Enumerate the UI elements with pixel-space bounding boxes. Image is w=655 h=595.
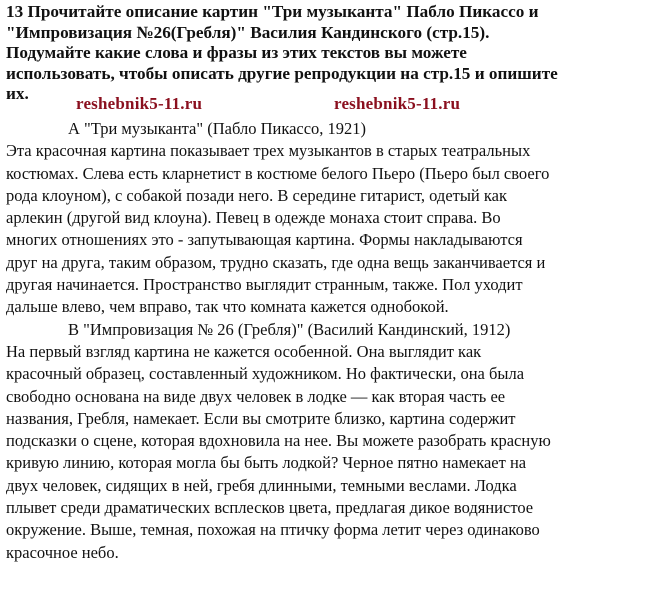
task-line: использовать, чтобы описать другие репродукции на стр.15 и опишите [6,63,558,83]
section-body-three-musicians [4,140,651,318]
section-heading-improvisation: В "Импровизация № 26 (Гребля)" (Василий Кандинский, 1912) [68,319,511,339]
text-line: подсказки о сцене, которая вдохновила на нее. Вы можете разобрать красную [6,431,551,451]
task-instructions [4,2,651,105]
task-line: "Импровизация №26(Гребля)" Василия Кандинского (стр.15). [6,22,490,42]
text-line: арлекин (другой вид клоуна). Певец в одежде монаха стоит справа. Во [6,208,501,228]
text-line: друг на друга, таким образом, трудно сказать, где одна вещь заканчивается и [6,252,546,272]
text-line: плывет среди драматических всплесков цвета, предлагая дикое водянистое [6,498,534,518]
text-line: Эта красочная картина показывает трех музыкантов в старых театральных [6,141,531,161]
text-line: На первый взгляд картина не кажется особенной. Она выглядит как [6,341,482,361]
document-page [4,2,651,562]
text-line: многих отношениях это - запутывающая картина. Формы накладываются [6,230,523,250]
watermark-text: reshebnik5-11.ru [76,94,203,113]
text-line: кривую линию, которая могла бы быть лодкой? Черное пятно намекает на [6,453,527,473]
text-line: другая начинается. Пространство выглядит странным, также. Пол уходит [6,275,523,295]
task-line: их. [6,84,29,103]
text-line: красочный образец, составленный художником. Но фактически, она была [6,364,525,384]
text-line: двух человек, сидящих в ней, гребя длинными, темными веслами. Лодка [6,475,517,495]
text-line: свободно основана на виде двух человек в лодке — как вторая часть ее [6,386,506,406]
text-line: дальше влево, чем вправо, так что комната кажется однобокой. [6,297,449,317]
text-line: костюмах. Слева есть кларнетист в костюме белого Пьеро (Пьеро был своего [6,163,550,183]
text-line: красочное небо. [6,542,119,562]
watermark-row [4,94,651,116]
section-body-improvisation [4,341,651,564]
task-line: Подумайте какие слова и фразы из этих текстов вы можете [6,43,467,62]
paintings-descriptions [4,118,651,564]
text-line: названия, Гребля, намекает. Если вы смотрите близко, картина содержит [6,408,516,428]
watermark-text: reshebnik5-11.ru [334,94,461,113]
text-line: окружение. Выше, темная, похожая на птичку форма летит через одинаково [6,520,540,540]
section-heading-three-musicians: А "Три музыканта" (Пабло Пикассо, 1921) [68,119,367,138]
text-line: рода клоуном), с собакой позади него. В середине гитарист, одетый как [6,185,507,205]
task-line: 13 Прочитайте описание картин "Три музыканта" Пабло Пикассо и [6,2,539,21]
